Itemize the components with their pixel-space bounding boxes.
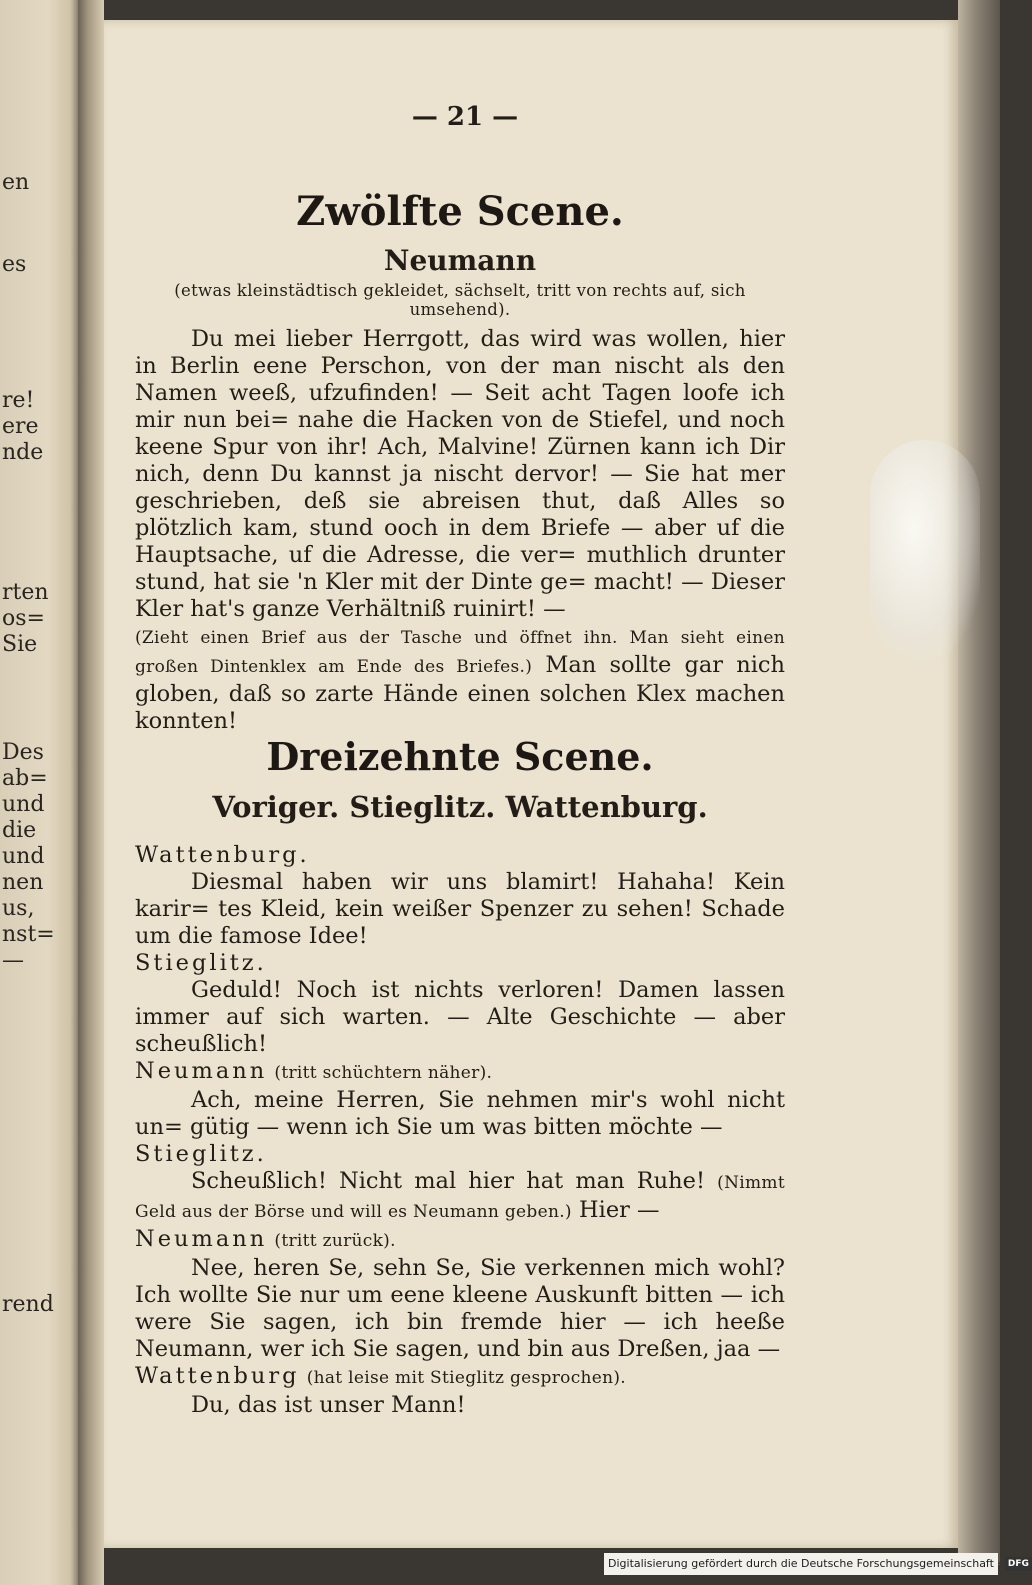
left-page-fragment: rend (2, 1292, 54, 1317)
scene-13-cast: Voriger. Stieglitz. Wattenburg. (212, 790, 708, 824)
left-page-fragment: ere (2, 414, 39, 439)
book-gutter (78, 0, 104, 1585)
line-neumann-2: Nee, heren Se, sehn Se, Sie verkennen mich wohl? Ich wollte Sie nur um eene kleene Auskunft bitten — ich were Sie sagen, ich bin fremde hier — ich heeße Neumann, wer ich Sie sagen, und bin aus Dreßen, jaa — (135, 1255, 785, 1362)
left-page-fragment: nen (2, 870, 44, 895)
speaker-direction: (tritt schüchtern näher). (274, 1063, 493, 1083)
left-page-fragment: re! (2, 388, 35, 413)
left-page-fragment: en (2, 170, 30, 195)
left-page-fragment: nde (2, 440, 44, 465)
scene-13-dialogue (135, 842, 785, 1419)
speaker-stieglitz-2: Stieglitz. (135, 1141, 267, 1167)
left-page-fragment: os= (2, 606, 45, 631)
left-facing-page (0, 0, 78, 1585)
scene-12-character: Neumann (383, 244, 537, 277)
speaker-wattenburg: Wattenburg. (135, 842, 310, 868)
monologue-stage-direction: (Zieht einen Brief aus der Tasche und öffnet ihn. Man sieht einen großen Dintenklex am Ende des Briefes.) (135, 628, 785, 677)
speaker-stieglitz: Stieglitz. (135, 950, 267, 976)
line-stieglitz-2-text: Scheußlich! Nicht mal hier hat man Ruhe! (191, 1168, 705, 1194)
left-page-fragment: Des (2, 740, 44, 765)
left-page-fragment: us, (2, 896, 35, 921)
left-page-fragment: und (2, 792, 45, 817)
speaker-neumann-2 (135, 1226, 785, 1255)
scene-12-monologue (135, 326, 785, 735)
speaker-name: Neumann (135, 1058, 268, 1084)
scene-12-direction: (etwas kleinstädtisch gekleidet, sächselt, tritt von rechts auf, sich umsehend). (174, 281, 746, 319)
left-page-fragment: Sie (2, 632, 38, 657)
left-page-fragment: nst= (2, 922, 55, 947)
monologue-stage-and-end (135, 623, 785, 735)
speaker-name: Neumann (135, 1226, 268, 1252)
left-page-fragment: die (2, 818, 37, 843)
left-page-fragment: rten (2, 580, 49, 605)
speaker-neumann (135, 1058, 785, 1087)
speaker-direction: (tritt zurück). (274, 1231, 396, 1251)
line-stieglitz-1: Geduld! Noch ist nichts verloren! Damen lassen immer auf sich warten. — Alte Geschichte — aber scheußlich! (135, 977, 785, 1057)
monologue-speech: Du mei lieber Herrgott, das wird was wollen, hier in Berlin eene Perschon, von der man nischt als den Namen weeß, ufzufinden! — Seit acht Tagen loofe ich mir nun bei= nahe die Hacken von de Stiefel, und noch keene Spur von ihr! Ach, Malvine! Zürnen kann ich Dir nich, denn Du kannst ja nischt dervor! — Sie hat mer geschrieben, deß sie abreisen thut, daß Alles so plötzlich kam, stund ooch in dem Briefe — aber uf die Hauptsache, uf die Adresse, die ver= muthlich drunter stund, hat sie 'n Kler mit der Dinte ge= macht! — Dieser Kler hat's ganze Verhältniß ruinirt! — (135, 326, 785, 622)
line-neumann-1: Ach, meine Herren, Sie nehmen mir's wohl nicht un= gütig — wenn ich Sie um was bitten möchte — (135, 1087, 785, 1140)
scan-glare (870, 440, 980, 660)
scene-12-title: Zwölfte Scene. (296, 188, 624, 235)
left-page-fragment: ab= (2, 766, 48, 791)
scene-13-title: Dreizehnte Scene. (266, 734, 654, 779)
left-page-fragment: es (2, 252, 27, 277)
speaker-name: Wattenburg (135, 1363, 300, 1389)
dfg-footer (604, 1553, 1029, 1575)
speaker-wattenburg-2 (135, 1363, 785, 1392)
page-edge (958, 0, 1000, 1565)
line-stieglitz-2-stage: (Nimmt Geld aus der Börse und will es Neumann geben.) (135, 1173, 785, 1222)
line-stieglitz-2-after: Hier — (579, 1197, 660, 1223)
left-page-fragment: — (2, 948, 24, 973)
line-wattenburg-2: Du, das ist unser Mann! (191, 1392, 466, 1418)
speaker-direction: (hat leise mit Stieglitz gesprochen). (306, 1368, 627, 1388)
monologue-end: Man sollte gar nich globen, daß so zarte Hände einen solchen Klex machen konnten! (135, 652, 785, 734)
dfg-logo-icon: DFG (1005, 1557, 1032, 1571)
page-number: — 21 — (411, 102, 519, 132)
footer-text: Digitalisierung gefördert durch die Deutsche Forschungsgemeinschaft · (608, 1557, 1001, 1570)
line-wattenburg-1: Diesmal haben wir uns blamirt! Hahaha! Kein karir= tes Kleid, kein weißer Spenzer zu sehen! Schade um die famose Idee! (135, 869, 785, 949)
left-page-fragment: und (2, 844, 45, 869)
line-stieglitz-2 (135, 1168, 785, 1226)
